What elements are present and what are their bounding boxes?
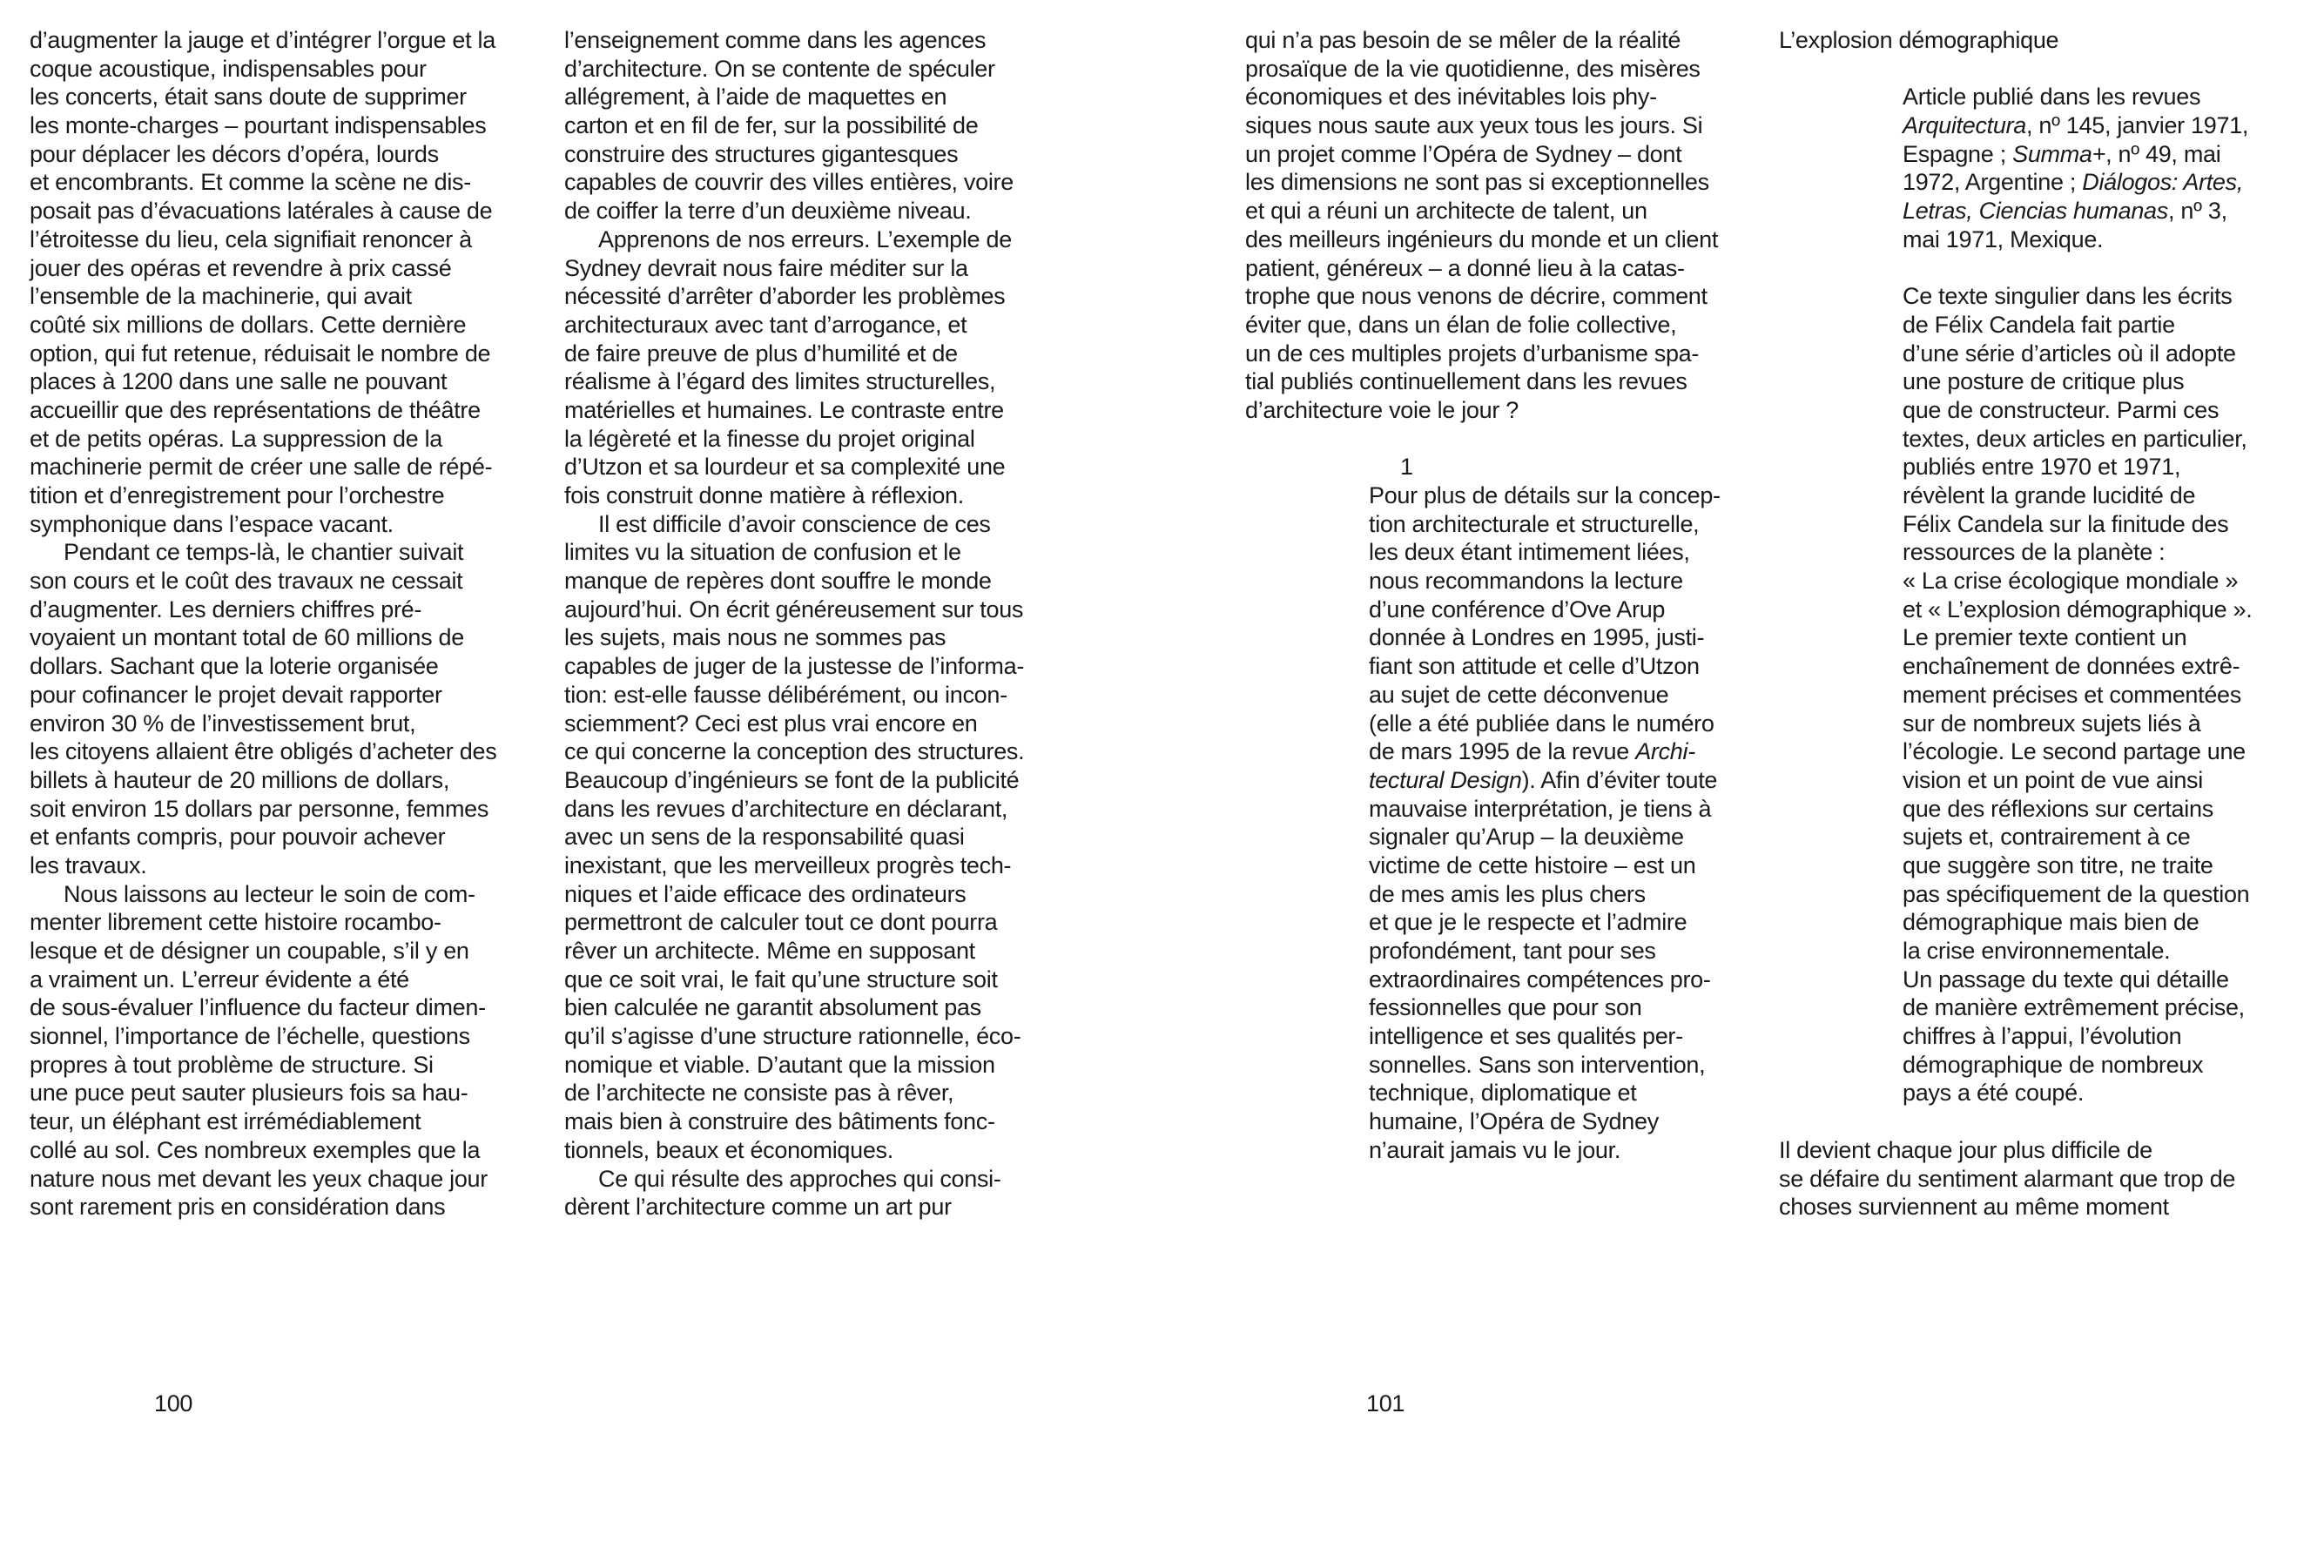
page-number-left: 100: [154, 1390, 193, 1417]
text-run: , nº 49, mai: [2105, 140, 2221, 167]
text-line: carton et en fil de fer, sur la possibilité de: [564, 112, 979, 139]
text-line: les citoyens allaient être obligés d’acheter des: [30, 738, 497, 765]
text-line: dèrent l’architecture comme un art pur: [564, 1194, 952, 1221]
text-run: , nº 3,: [2167, 198, 2227, 225]
text-line: [1369, 737, 1721, 766]
text-line: de l’architecte ne consiste pas à rêver,: [564, 1080, 954, 1107]
text-line: démographique mais bien de: [1903, 909, 2199, 936]
text-line: technique, diplomatique et: [1369, 1080, 1637, 1107]
text-line: collé au sol. Ces nombreux exemples que la: [30, 1136, 481, 1163]
text-line: pour déplacer les décors d’opéra, lourds: [30, 140, 439, 167]
text-line: un de ces multiples projets d’urbanisme spa-: [1245, 340, 1700, 367]
text-line: l’écologie. Le second partage une: [1903, 738, 2246, 765]
text-line: la légèreté et la finesse du projet original: [564, 425, 975, 452]
text-line: d’augmenter. Les derniers chiffres pré-: [30, 596, 422, 622]
text-line: et « L’explosion démographique ».: [1903, 596, 2253, 622]
paragraph: [30, 880, 496, 1221]
left-column-1: [30, 26, 496, 1221]
text-line: bien calculée ne garantit absolument pas: [564, 994, 981, 1021]
text-line: sciemment? Ceci est plus vrai encore en: [564, 710, 978, 737]
text-line: d’architecture voie le jour ?: [1245, 396, 1519, 423]
text-line: [1903, 168, 2252, 197]
text-line: accueillir que des représentations de théâtre: [30, 396, 481, 423]
text-line: et de petits opéras. La suppression de la: [30, 425, 443, 452]
text-line: construire des structures gigantesques: [564, 140, 959, 167]
text-line: machinerie permit de créer une salle de répé-: [30, 454, 493, 481]
text-line: d’une conférence d’Ove Arup: [1369, 596, 1666, 622]
text-line: nomique et viable. D’autant que la mission: [564, 1051, 995, 1078]
text-line: enchaînement de données extrê-: [1903, 653, 2240, 680]
text-line: allégrement, à l’aide de maquettes en: [564, 84, 947, 111]
text-line: trophe que nous venons de décrire, comment: [1245, 283, 1708, 310]
text-line: lesque et de désigner un coupable, s’il y en: [30, 938, 469, 964]
text-line: d’Utzon et sa lourdeur et sa complexité une: [564, 454, 1006, 481]
text-line: tial publiés continuellement dans les revues: [1245, 368, 1687, 395]
text-line: nous recommandons la lecture: [1369, 568, 1683, 595]
text-line: de faire preuve de plus d’humilité et de: [564, 340, 958, 367]
text-line: tionnels, beaux et économiques.: [564, 1136, 893, 1163]
text-line: et encombrants. Et comme la scène ne dis-: [30, 169, 471, 196]
text-line: manque de repères dont souffre le monde: [564, 568, 992, 595]
text-line: prosaïque de la vie quotidienne, des misères: [1245, 55, 1701, 82]
text-line: « La crise écologique mondiale »: [1903, 568, 2239, 595]
text-line: les monte-charges – pourtant indispensables: [30, 112, 487, 139]
footnote-text: [1369, 481, 1721, 1165]
paragraph: [564, 225, 1024, 510]
text-line: victime de cette histoire – est un: [1369, 851, 1696, 878]
text-line: niques et l’aide efficace des ordinateurs: [564, 880, 967, 907]
text-line: siques nous saute aux yeux tous les jours. Si: [1245, 112, 1703, 139]
text-line: nature nous met devant les yeux chaque jour: [30, 1165, 488, 1192]
text-line: Félix Candela sur la finitude des: [1903, 510, 2229, 537]
text-line: les concerts, était sans doute de supprimer: [30, 84, 467, 111]
text-line: chiffres à l’appui, l’évolution: [1903, 1023, 2182, 1050]
text-line: sujets et, contrairement à ce: [1903, 824, 2191, 851]
text-line: symphonique dans l’espace vacant.: [30, 510, 394, 537]
text-line: qu’il s’agisse d’une structure rationnelle, éco-: [564, 1023, 1021, 1050]
text-line: permettront de calculer tout ce dont pourra: [564, 909, 998, 936]
text-line: démographique de nombreux: [1903, 1051, 2204, 1078]
right-column-1: [1245, 26, 1721, 1165]
text-line: sont rarement pris en considération dans: [30, 1194, 446, 1221]
text-line: les dimensions ne sont pas si exceptionnelles: [1245, 169, 1709, 196]
text-line: signaler qu’Arup – la deuxième: [1369, 824, 1684, 851]
text-line: que de constructeur. Parmi ces: [1903, 396, 2220, 423]
paragraph: [30, 538, 496, 879]
text-line: textes, deux articles en particulier,: [1903, 425, 2247, 452]
text-line: d’une série d’articles où il adopte: [1903, 340, 2236, 367]
text-line: mement précises et commentées: [1903, 681, 2241, 708]
text-line: publiés entre 1970 et 1971,: [1903, 454, 2181, 481]
text-line: se défaire du sentiment alarmant que trop de: [1779, 1165, 2236, 1192]
right-column-2: [1779, 26, 2252, 1221]
text-line: Nous laissons au lecteur le soin de com-: [64, 880, 475, 907]
text-line: sur de nombreux sujets liés à: [1903, 710, 2201, 737]
italic-text: Summa+: [2012, 140, 2106, 167]
text-line: l’étroitesse du lieu, cela signifiait renoncer à: [30, 225, 472, 252]
text-line: Il est difficile d’avoir conscience de ces: [598, 510, 991, 537]
text-line: [1903, 140, 2252, 169]
text-line: nécessité d’arrêter d’aborder les problèmes: [564, 283, 1006, 310]
text-line: révèlent la grande lucidité de: [1903, 482, 2196, 508]
text-line: capables de couvrir des villes entières, voire: [564, 169, 1014, 196]
text-line: jouer des opéras et revendre à prix cassé: [30, 254, 452, 281]
text-line: sonnelles. Sans son intervention,: [1369, 1051, 1706, 1078]
text-line: limites vu la situation de confusion et le: [564, 539, 961, 566]
text-line: option, qui fut retenue, réduisait le nombre de: [30, 340, 491, 367]
paragraph: [30, 26, 496, 538]
text-line: de manière extrêmement précise,: [1903, 994, 2245, 1021]
text-line: dans les revues d’architecture en déclarant,: [564, 795, 1008, 822]
italic-text: Diálogos: Artes,: [2082, 169, 2244, 196]
text-line: que suggère son titre, ne traite: [1903, 851, 2213, 878]
text-line: humaine, l’Opéra de Sydney: [1369, 1108, 1659, 1135]
text-line: [1369, 766, 1721, 795]
text-run: ). Afin d’éviter toute: [1521, 766, 1718, 793]
text-line: avec un sens de la responsabilité quasi: [564, 824, 965, 851]
text-line: l’ensemble de la machinerie, qui avait: [30, 283, 412, 310]
text-line: mais bien à construire des bâtiments fonc-: [564, 1108, 995, 1135]
italic-text: tectural Design: [1369, 766, 1522, 793]
italic-text: Letras, Ciencias humanas: [1903, 198, 2168, 225]
text-line: les sujets, mais nous ne sommes pas: [564, 624, 946, 651]
text-line: tion: est-elle fausse délibérément, ou incon-: [564, 681, 1007, 708]
text-line: son cours et le coût des travaux ne cessait: [30, 568, 463, 595]
article-title: L’explosion démographique: [1779, 27, 2059, 53]
text-line: et enfants compris, pour pouvoir achever: [30, 824, 446, 851]
text-line: [1903, 197, 2252, 225]
text-line: économiques et des inévitables lois phy-: [1245, 84, 1657, 111]
text-line: [1903, 111, 2252, 140]
text-line: coûté six millions de dollars. Cette dernière: [30, 311, 467, 338]
text-line: au sujet de cette déconvenue: [1369, 681, 1669, 708]
text-line: menter librement cette histoire rocambo-: [30, 909, 441, 936]
text-line: extraordinaires compétences pro-: [1369, 966, 1711, 993]
text-line: Pendant ce temps-là, le chantier suivait: [64, 539, 464, 566]
text-line: mai 1971, Mexique.: [1903, 225, 2104, 252]
text-line: aujourd’hui. On écrit généreusement sur tous: [564, 596, 1024, 622]
text-line: tition et d’enregistrement pour l’orchestre: [30, 482, 445, 508]
text-line: a vraiment un. L’erreur évidente a été: [30, 966, 409, 993]
text-line: posait pas d’évacuations latérales à cause de: [30, 198, 493, 225]
text-line: un projet comme l’Opéra de Sydney – dont: [1245, 140, 1682, 167]
text-line: rêver un architecte. Même en supposant: [564, 938, 975, 964]
text-line: inexistant, que les merveilleux progrès tech-: [564, 851, 1012, 878]
text-line: réalisme à l’égard des limites structurelles,: [564, 368, 996, 395]
text-line: donnée à Londres en 1995, justi-: [1369, 624, 1705, 651]
text-line: capables de juger de la justesse de l’informa-: [564, 653, 1025, 680]
text-line: de mes amis les plus chers: [1369, 880, 1646, 907]
text-line: architecturaux avec tant d’arrogance, et: [564, 311, 967, 338]
text-line: de coiffer la terre d’un deuxième niveau.: [564, 198, 972, 225]
text-line: les travaux.: [30, 851, 147, 878]
text-line: Apprenons de nos erreurs. L’exemple de: [598, 225, 1012, 252]
text-line: une posture de critique plus: [1903, 368, 2185, 395]
article-body: [1779, 1136, 2252, 1221]
text-line: places à 1200 dans une salle ne pouvant: [30, 368, 448, 395]
text-line: patient, généreux – a donné lieu à la catas-: [1245, 254, 1685, 281]
text-line: Article publié dans les revues: [1903, 84, 2201, 111]
text-line: Ce qui résulte des approches qui consi-: [598, 1165, 1001, 1192]
main-text: [1245, 26, 1721, 425]
text-line: soit environ 15 dollars par personne, femmes: [30, 795, 489, 822]
text-line: pour cofinancer le projet devait rapporter: [30, 681, 442, 708]
text-line: Un passage du texte qui détaille: [1903, 966, 2229, 993]
text-line: Sydney devrait nous faire méditer sur la: [564, 254, 968, 281]
text-line: les deux étant intimement liées,: [1369, 539, 1690, 566]
article-introduction: [1779, 282, 2252, 1107]
right-page: [1162, 0, 2323, 1568]
text-line: profondément, tant pour ses: [1369, 938, 1656, 964]
text-line: mauvaise interprétation, je tiens à: [1369, 795, 1712, 822]
publication-note: [1779, 83, 2252, 253]
text-run: Espagne ;: [1903, 140, 2013, 167]
text-line: Beaucoup d’ingénieurs se font de la publicité: [564, 766, 1020, 793]
text-line: ressources de la planète :: [1903, 539, 2166, 566]
text-line: fiant son attitude et celle d’Utzon: [1369, 653, 1700, 680]
text-line: d’augmenter la jauge et d’intégrer l’orgue et la: [30, 27, 495, 53]
text-line: billets à hauteur de 20 millions de dollars,: [30, 766, 450, 793]
text-line: pas spécifiquement de la question: [1903, 880, 2250, 907]
text-line: d’architecture. On se contente de spéculer: [564, 55, 995, 82]
text-line: sionnel, l’importance de l’échelle, questions: [30, 1023, 470, 1050]
text-line: l’enseignement comme dans les agences: [564, 27, 987, 53]
text-line: une puce peut sauter plusieurs fois sa hau-: [30, 1080, 468, 1107]
text-line: que des réflexions sur certains: [1903, 795, 2213, 822]
page-number-right: 101: [1366, 1390, 1405, 1417]
text-line: vision et un point de vue ainsi: [1903, 766, 2203, 793]
text-line: intelligence et ses qualités per-: [1369, 1023, 1683, 1050]
text-line: environ 30 % de l’investissement brut,: [30, 710, 416, 737]
text-line: n’aurait jamais vu le jour.: [1369, 1136, 1621, 1163]
italic-text: Archi-: [1635, 738, 1695, 765]
text-line: fessionnelles que pour son: [1369, 994, 1642, 1021]
text-run: 1972, Argentine ;: [1903, 169, 2083, 196]
text-line: de sous-évaluer l’influence du facteur dimen-: [30, 994, 486, 1021]
text-line: Il devient chaque jour plus difficile de: [1779, 1136, 2152, 1163]
text-line: et que je le respecte et l’admire: [1369, 909, 1687, 936]
paragraph: [564, 26, 1024, 225]
text-line: ce qui concerne la conception des structures.: [564, 738, 1025, 765]
text-line: Ce texte singulier dans les écrits: [1903, 283, 2233, 310]
text-line: voyaient un montant total de 60 millions de: [30, 624, 464, 651]
text-line: coque acoustique, indispensables pour: [30, 55, 427, 82]
text-line: dollars. Sachant que la loterie organisée: [30, 653, 439, 680]
left-column-2: [564, 26, 1024, 1221]
text-line: qui n’a pas besoin de se mêler de la réalité: [1245, 27, 1681, 53]
footnote-number: 1: [1400, 454, 1413, 481]
text-line: matérielles et humaines. Le contraste entre: [564, 396, 1004, 423]
text-line: propres à tout problème de structure. Si: [30, 1051, 434, 1078]
text-run: , nº 145, janvier 1971,: [2025, 112, 2249, 139]
text-line: tion architecturale et structurelle,: [1369, 510, 1700, 537]
text-line: (elle a été publiée dans le numéro: [1369, 710, 1714, 737]
text-line: Pour plus de détails sur la concep-: [1369, 482, 1721, 508]
text-line: et qui a réuni un architecte de talent, un: [1245, 198, 1647, 225]
text-line: teur, un éléphant est irrémédiablement: [30, 1108, 421, 1135]
text-line: fois construit donne matière à réflexion.: [564, 482, 964, 508]
text-line: éviter que, dans un élan de folie collective,: [1245, 311, 1677, 338]
text-line: la crise environnementale.: [1903, 938, 2171, 964]
paragraph: [564, 510, 1024, 1165]
text-line: pays a été coupé.: [1903, 1080, 2085, 1107]
text-line: de Félix Candela fait partie: [1903, 311, 2175, 338]
footnote: [1245, 453, 1721, 1164]
text-line: choses surviennent au même moment: [1779, 1194, 2169, 1221]
paragraph: [564, 1165, 1024, 1221]
italic-text: Arquitectura: [1903, 112, 2026, 139]
text-line: que ce soit vrai, le fait qu’une structure soit: [564, 966, 998, 993]
text-run: de mars 1995 de la revue: [1369, 738, 1636, 765]
text-line: des meilleurs ingénieurs du monde et un client: [1245, 225, 1719, 252]
text-line: Le premier texte contient un: [1903, 624, 2187, 651]
